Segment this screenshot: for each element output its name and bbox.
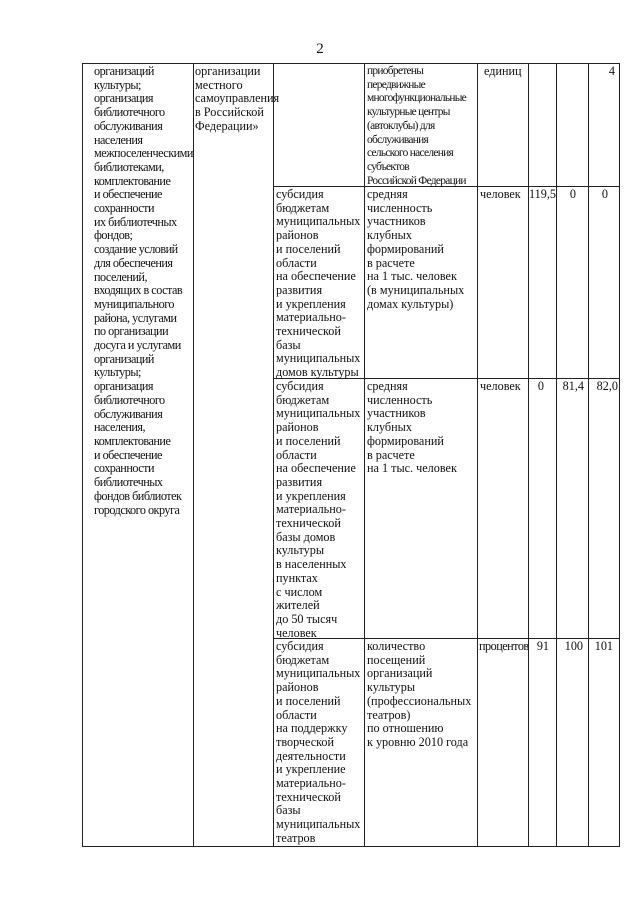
- value-cell-2: 0: [569, 187, 576, 201]
- value-cell-3: 4: [608, 64, 615, 78]
- unit-cell: человек: [480, 379, 521, 393]
- indicator-cell: количество посещений организаций культуры (профессиональных театров) по отношению к уровню 2010 года: [367, 639, 472, 749]
- measure-cell: субсидия бюджетам муниципальных районов и поселений области на обеспечение развития и укрепления материально- технической базы домов культуры в населенных пунктах с числом жителей до 50 тысяч человек: [276, 379, 361, 640]
- indicator-cell: приобретены передвижные многофункциональные культурные центры (автоклубы) для обслуживания сельского населения субъектов Российской Федерации: [367, 65, 467, 187]
- table-border: [82, 63, 83, 847]
- value-cell-3: 101: [594, 639, 613, 653]
- unit-cell: человек: [480, 187, 521, 201]
- value-cell-1: 119,5: [529, 187, 556, 201]
- page-number: 2: [316, 41, 324, 57]
- table-border: [556, 63, 557, 847]
- responsibility-cell: организаций культуры; организация библиотечного обслуживания населения межпоселенческими библиотеками, комплектование и обеспечение сохранности их библиотечных фондов; создание условий для обеспечения поселений, входящих в состав муниципального района, услугами по организации досуга и услугами организаций культуры; организация библиотечного обслуживания населения, комплектование и обеспечение сохранности библиотечных фондов библиотек городского округа: [94, 64, 193, 517]
- table-border: [477, 63, 478, 847]
- value-cell-2: 81,4: [562, 379, 584, 393]
- legal-basis-cell: организации местного самоуправления в Российской Федерации»: [195, 64, 280, 133]
- table-border: [364, 63, 365, 847]
- table-border: [82, 63, 620, 64]
- value-cell-3: 82,0: [596, 379, 618, 393]
- table-border: [528, 63, 529, 847]
- table-border: [82, 846, 620, 847]
- indicator-cell: средняя численность участников клубных формирований в расчете на 1 тыс. человек (в муниципальных домах культуры): [367, 187, 465, 311]
- unit-cell: процентов: [479, 639, 529, 653]
- unit-cell: единиц: [484, 64, 522, 78]
- measure-cell: субсидия бюджетам муниципальных районов и поселений области на обеспечение развития и укрепления материально- технической базы муниципальных домов культуры: [276, 187, 361, 380]
- table-border: [193, 63, 194, 847]
- value-cell-1: 0: [537, 379, 544, 393]
- table-border: [619, 63, 620, 847]
- value-cell-2: 100: [564, 639, 583, 653]
- measure-cell: субсидия бюджетам муниципальных районов и поселений области на поддержку творческой деятельности и укрепление материально- технической базы муниципальных театров: [276, 639, 361, 845]
- table-border: [273, 63, 274, 847]
- table-border: [588, 63, 589, 847]
- value-cell-3: 0: [601, 187, 608, 201]
- indicator-cell: средняя численность участников клубных формирований в расчете на 1 тыс. человек: [367, 379, 457, 476]
- value-cell-1: 91: [536, 639, 549, 653]
